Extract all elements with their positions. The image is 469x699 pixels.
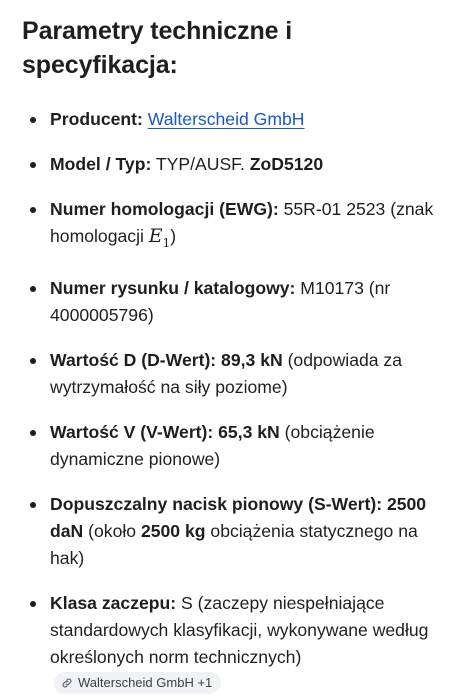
- item-text: TYP/AUSF.: [151, 154, 250, 174]
- item-label: Klasa zaczepu:: [50, 592, 177, 613]
- item-bold: 89,3 kN: [216, 349, 283, 370]
- list-item-v-value: [22, 419, 447, 473]
- list-item-hitch-class: [22, 590, 447, 698]
- homologation-math: $E_1$: [148, 225, 171, 250]
- list-item-producer: [22, 106, 447, 133]
- item-label: Wartość V (V-Wert):: [50, 421, 214, 442]
- item-text: (odpowiada za wytrzymałość na siły poziome): [50, 349, 403, 397]
- item-bold: ZoD5120: [249, 154, 324, 174]
- item-text: 55R-01 2523 (znak homologacji: [50, 199, 434, 246]
- page-title: Parametry techniczne i specyfikacja:: [22, 17, 293, 79]
- item-bold: 2500 daN: [50, 493, 427, 541]
- item-label: Wartość D (D-Wert):: [50, 349, 217, 370]
- item-text: M10173 (nr 4000005796): [50, 277, 391, 325]
- list-item-d-value: [22, 347, 447, 401]
- spec-list: [22, 106, 447, 698]
- item-text-end: ): [170, 226, 177, 246]
- item-text: (obciążenie dynamiczne pionowe): [50, 421, 375, 469]
- source-chip[interactable]: [54, 672, 221, 694]
- item-label: Numer rysunku / katalogowy:: [50, 277, 296, 298]
- list-item-model: [22, 151, 447, 178]
- item-bold-2: 2500 kg: [140, 520, 206, 541]
- item-label: Dopuszczalny nacisk pionowy (S-Wert):: [50, 493, 383, 514]
- item-text-end: obciążenia statycznego na hak): [50, 520, 418, 568]
- source-chip-label: Walterscheid GmbH +1: [78, 674, 213, 690]
- list-item-drawing-number: [22, 275, 447, 329]
- producer-link[interactable]: Walterscheid GmbH: [147, 109, 305, 129]
- item-label: Numer homologacji (EWG):: [50, 199, 279, 219]
- item-label: Model / Typ:: [50, 154, 152, 174]
- item-text: S (zaczepy niespełniające standardowych klasyfikacji, wykonywane według określonych norm technicznych): [50, 592, 429, 667]
- item-label: Producent:: [50, 109, 143, 129]
- list-item-homologation: [22, 196, 447, 257]
- item-bold: 65,3 kN: [213, 421, 280, 442]
- item-text: (około: [83, 520, 141, 541]
- link-icon: [61, 677, 73, 689]
- list-item-s-value: [22, 491, 447, 572]
